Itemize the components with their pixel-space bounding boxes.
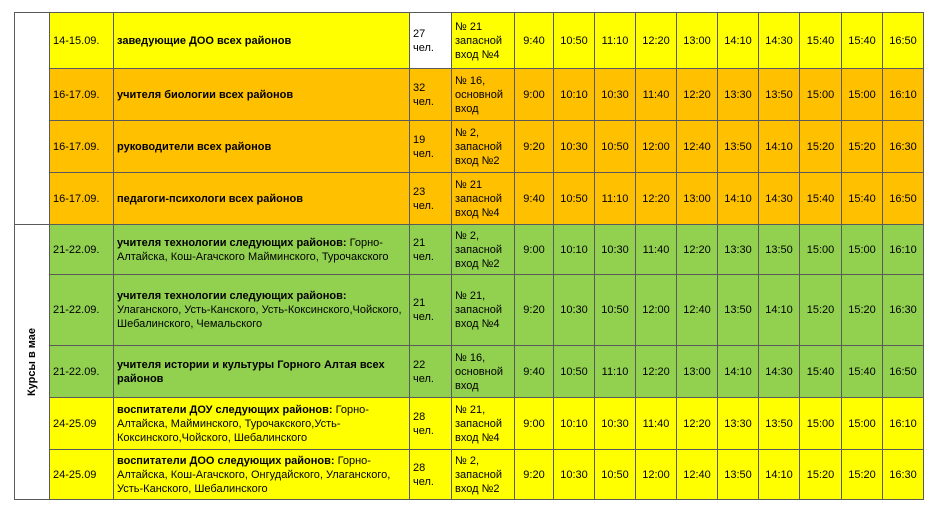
- time-value: 16:30: [889, 140, 917, 153]
- time-value: 13:50: [765, 417, 793, 430]
- time-value: 9:00: [523, 88, 545, 101]
- time-value: 14:10: [724, 365, 752, 378]
- room-room-line3: вход №4: [455, 431, 500, 444]
- count-cell: [410, 121, 452, 173]
- time-value: 10:10: [560, 417, 588, 430]
- time-value: 11:40: [642, 243, 670, 256]
- time-cell: [554, 225, 595, 275]
- table-row: [15, 398, 924, 450]
- audience-cell: [114, 346, 410, 398]
- time-cell: [883, 69, 924, 121]
- count-cell: [410, 225, 452, 275]
- audience-districts: Горно-Алтайска, Кош-Агачского, Онгудайского, Улаганского, Усть-Канского, Шебалинского: [117, 454, 391, 495]
- time-value: 9:20: [523, 468, 545, 481]
- time-cell: [515, 13, 554, 69]
- time-value: 12:20: [683, 243, 711, 256]
- time-cell: [636, 275, 677, 346]
- room-cell: [452, 69, 515, 121]
- room-room-line2: запасной: [455, 140, 503, 153]
- time-cell: [595, 398, 636, 450]
- table-row: [15, 173, 924, 225]
- time-cell: [595, 450, 636, 500]
- time-value: 13:50: [724, 304, 752, 316]
- time-value: 14:10: [765, 140, 793, 153]
- time-cell: [515, 346, 554, 398]
- time-cell: [595, 13, 636, 69]
- time-cell: [636, 121, 677, 173]
- schedule-table: [14, 12, 924, 500]
- time-value: 16:30: [889, 304, 917, 316]
- time-cell: [883, 275, 924, 346]
- time-value: 15:40: [806, 34, 835, 47]
- time-cell: [515, 225, 554, 275]
- time-value: 9:00: [523, 417, 545, 430]
- time-cell: [718, 69, 759, 121]
- room-room-line2: запасной: [455, 417, 503, 430]
- time-value: 12:20: [683, 88, 711, 101]
- time-value: 15:20: [806, 304, 835, 316]
- audience-districts: Горно-Алтайска, Кош-Агачского Майминского, Турочакского: [117, 236, 389, 263]
- time-value: 10:50: [560, 34, 588, 47]
- audience-title: учителя технологии следующих районов:: [117, 290, 347, 302]
- time-value: 10:10: [560, 243, 588, 256]
- time-value: 9:40: [523, 192, 545, 205]
- time-cell: [636, 69, 677, 121]
- time-value: 15:40: [848, 365, 876, 378]
- count-cell: [410, 13, 452, 69]
- time-cell: [515, 398, 554, 450]
- time-cell: [883, 450, 924, 500]
- time-value: 12:20: [642, 192, 670, 205]
- date-text: 16-17.09.: [53, 140, 100, 153]
- audience-cell: [114, 173, 410, 225]
- audience-cell: [114, 398, 410, 450]
- room-room-line2: запасной: [455, 304, 503, 316]
- time-cell: [883, 121, 924, 173]
- time-value: 9:20: [523, 304, 545, 316]
- time-cell: [677, 173, 718, 225]
- room-cell: [452, 346, 515, 398]
- time-value: 9:20: [523, 140, 545, 153]
- count-cell: [410, 275, 452, 346]
- time-cell: [554, 13, 595, 69]
- table-row: [15, 275, 924, 346]
- table-row: [15, 346, 924, 398]
- time-value: 15:40: [848, 34, 876, 47]
- time-value: 16:10: [889, 88, 917, 101]
- time-cell: [595, 173, 636, 225]
- time-cell: [759, 275, 800, 346]
- room-room-line3: вход №2: [455, 482, 500, 495]
- time-cell: [677, 275, 718, 346]
- audience-title: воспитатели ДОУ следующих районов:: [117, 403, 333, 416]
- time-value: 13:00: [683, 34, 711, 47]
- section-label: Курсы в мае: [26, 327, 38, 397]
- time-cell: [515, 121, 554, 173]
- room-room-line3: вход №4: [455, 206, 500, 219]
- time-cell: [636, 173, 677, 225]
- time-cell: [554, 121, 595, 173]
- room-room-line1: № 21,: [455, 403, 486, 416]
- time-cell: [636, 450, 677, 500]
- time-value: 15:00: [806, 88, 835, 101]
- time-cell: [759, 173, 800, 225]
- time-cell: [677, 121, 718, 173]
- time-cell: [554, 69, 595, 121]
- audience-cell: [114, 121, 410, 173]
- time-value: 11:40: [642, 417, 670, 430]
- time-cell: [718, 398, 759, 450]
- date-cell: [50, 450, 114, 500]
- time-cell: [718, 13, 759, 69]
- time-cell: [800, 69, 842, 121]
- time-cell: [842, 69, 883, 121]
- time-value: 10:30: [601, 243, 629, 256]
- date-text: 21-22.09.: [53, 365, 100, 378]
- room-room-line3: вход: [455, 379, 479, 392]
- participant-count: 27 чел.: [413, 27, 434, 54]
- time-value: 12:00: [642, 140, 670, 153]
- time-value: 15:40: [848, 192, 876, 205]
- room-room-line1: № 21: [455, 20, 483, 33]
- room-room-line3: вход: [455, 102, 479, 115]
- time-cell: [677, 13, 718, 69]
- time-cell: [677, 346, 718, 398]
- time-value: 10:50: [560, 365, 588, 378]
- time-cell: [883, 346, 924, 398]
- time-cell: [883, 398, 924, 450]
- time-cell: [554, 275, 595, 346]
- table-row: [15, 69, 924, 121]
- room-room-line2: запасной: [455, 192, 503, 205]
- time-value: 13:30: [724, 88, 752, 101]
- audience-cell: [114, 225, 410, 275]
- room-room-line2: основной: [455, 88, 503, 101]
- date-cell: [50, 121, 114, 173]
- time-value: 16:10: [889, 417, 917, 430]
- time-cell: [883, 225, 924, 275]
- date-text: 21-22.09.: [53, 304, 100, 316]
- time-cell: [677, 225, 718, 275]
- count-cell: [410, 398, 452, 450]
- time-value: 14:10: [765, 304, 793, 316]
- time-cell: [636, 398, 677, 450]
- time-cell: [677, 69, 718, 121]
- time-value: 10:30: [560, 140, 588, 153]
- audience-cell: [114, 69, 410, 121]
- time-value: 10:50: [601, 304, 629, 316]
- time-cell: [677, 398, 718, 450]
- time-value: 12:00: [642, 468, 670, 481]
- room-cell: [452, 450, 515, 500]
- room-cell: [452, 121, 515, 173]
- time-value: 16:50: [889, 365, 917, 378]
- room-room-line2: запасной: [455, 468, 503, 481]
- time-cell: [595, 275, 636, 346]
- time-value: 15:20: [806, 140, 835, 153]
- time-cell: [842, 121, 883, 173]
- time-cell: [554, 346, 595, 398]
- table-row: [15, 121, 924, 173]
- date-cell: [50, 275, 114, 346]
- time-cell: [636, 225, 677, 275]
- time-value: 12:20: [642, 34, 670, 47]
- participant-count: 22 чел.: [413, 358, 434, 385]
- time-value: 12:40: [683, 140, 711, 153]
- time-value: 16:30: [889, 468, 917, 481]
- time-cell: [883, 13, 924, 69]
- room-room-line3: вход №4: [455, 48, 500, 61]
- time-cell: [515, 173, 554, 225]
- time-cell: [759, 13, 800, 69]
- date-text: 16-17.09.: [53, 192, 100, 205]
- time-value: 13:50: [765, 243, 793, 256]
- room-room-line1: № 2,: [455, 454, 480, 467]
- time-cell: [800, 173, 842, 225]
- count-cell: [410, 346, 452, 398]
- time-cell: [800, 121, 842, 173]
- time-cell: [554, 173, 595, 225]
- time-value: 15:00: [848, 88, 876, 101]
- time-cell: [718, 225, 759, 275]
- room-room-line3: вход №2: [455, 257, 500, 270]
- time-cell: [595, 121, 636, 173]
- time-value: 14:30: [765, 365, 793, 378]
- time-cell: [718, 450, 759, 500]
- time-value: 12:40: [683, 304, 711, 316]
- room-room-line2: запасной: [455, 243, 503, 256]
- side-cell-blank: [15, 13, 50, 225]
- time-cell: [759, 121, 800, 173]
- time-cell: [800, 225, 842, 275]
- date-text: 16-17.09.: [53, 88, 100, 101]
- time-value: 11:10: [601, 34, 629, 47]
- time-cell: [759, 450, 800, 500]
- time-value: 13:00: [683, 192, 711, 205]
- time-value: 14:10: [724, 192, 752, 205]
- time-cell: [759, 398, 800, 450]
- time-value: 10:30: [560, 468, 588, 481]
- audience-cell: [114, 13, 410, 69]
- time-cell: [595, 346, 636, 398]
- time-cell: [800, 450, 842, 500]
- time-value: 14:10: [724, 34, 752, 47]
- participant-count: 19 чел.: [413, 133, 434, 160]
- participant-count: 28 чел.: [413, 461, 434, 488]
- time-cell: [554, 450, 595, 500]
- time-value: 15:00: [848, 417, 876, 430]
- time-value: 13:30: [724, 243, 752, 256]
- time-value: 10:30: [601, 417, 629, 430]
- audience-title: педагоги-психологи всех районов: [117, 192, 303, 205]
- room-room-line1: № 21,: [455, 290, 486, 302]
- time-value: 15:40: [806, 365, 835, 378]
- time-value: 11:10: [601, 192, 629, 205]
- time-value: 10:50: [601, 468, 629, 481]
- time-cell: [718, 121, 759, 173]
- time-value: 15:00: [806, 417, 835, 430]
- room-room-line2: запасной: [455, 34, 503, 47]
- table-row: [15, 225, 924, 275]
- time-value: 12:40: [683, 468, 711, 481]
- time-cell: [842, 398, 883, 450]
- time-value: 9:40: [523, 365, 545, 378]
- time-value: 15:40: [806, 192, 835, 205]
- date-text: 24-25.09: [53, 417, 97, 430]
- time-value: 16:10: [889, 243, 917, 256]
- audience-title: учителя технологии следующих районов:: [117, 236, 347, 249]
- room-room-line2: основной: [455, 365, 503, 378]
- time-value: 16:50: [889, 34, 917, 47]
- time-cell: [759, 346, 800, 398]
- time-cell: [677, 450, 718, 500]
- time-cell: [718, 173, 759, 225]
- time-cell: [800, 346, 842, 398]
- time-value: 14:30: [765, 192, 793, 205]
- audience-districts: Горно-Алтайска, Майминского, Турочакского,Усть-Коксинского,Чойского, Шебалинского: [117, 403, 369, 444]
- time-cell: [800, 398, 842, 450]
- time-value: 14:30: [765, 34, 793, 47]
- audience-title: заведующие ДОО всех районов: [117, 34, 292, 47]
- room-cell: [452, 13, 515, 69]
- time-value: 13:50: [765, 88, 793, 101]
- time-cell: [515, 69, 554, 121]
- date-cell: [50, 173, 114, 225]
- time-cell: [842, 346, 883, 398]
- time-cell: [842, 450, 883, 500]
- room-cell: [452, 398, 515, 450]
- time-cell: [636, 346, 677, 398]
- time-cell: [718, 346, 759, 398]
- time-cell: [718, 275, 759, 346]
- room-room-line1: № 16,: [455, 351, 486, 364]
- participant-count: 21 чел.: [413, 236, 434, 263]
- time-value: 13:50: [724, 468, 752, 481]
- time-cell: [842, 13, 883, 69]
- time-value: 9:00: [523, 243, 545, 256]
- room-room-line1: № 2,: [455, 126, 480, 139]
- time-cell: [842, 225, 883, 275]
- time-value: 15:20: [848, 140, 876, 153]
- date-cell: [50, 225, 114, 275]
- participant-count: 23 чел.: [413, 185, 434, 212]
- time-cell: [800, 13, 842, 69]
- room-room-line1: № 16,: [455, 74, 486, 87]
- time-value: 10:50: [601, 140, 629, 153]
- time-value: 14:10: [765, 468, 793, 481]
- audience-districts: Улаганского, Усть-Канского, Усть-Коксинского,Чойского, Шебалинского, Чемальского: [117, 304, 402, 330]
- time-value: 12:00: [642, 304, 670, 316]
- time-value: 10:30: [560, 304, 588, 316]
- time-cell: [515, 450, 554, 500]
- time-value: 15:20: [848, 304, 876, 316]
- time-cell: [842, 275, 883, 346]
- room-cell: [452, 225, 515, 275]
- room-room-line1: № 2,: [455, 229, 480, 242]
- participant-count: 21 чел.: [413, 297, 434, 323]
- section-label-cell: [15, 225, 50, 500]
- time-cell: [800, 275, 842, 346]
- time-value: 9:40: [523, 34, 545, 47]
- table-row: [15, 13, 924, 69]
- audience-cell: [114, 275, 410, 346]
- table-row: [15, 450, 924, 500]
- time-value: 11:40: [642, 88, 670, 101]
- audience-title: учителя истории и культуры Горного Алтая всех районов: [117, 358, 385, 385]
- time-value: 12:20: [683, 417, 711, 430]
- time-cell: [554, 398, 595, 450]
- time-cell: [636, 13, 677, 69]
- date-cell: [50, 13, 114, 69]
- room-cell: [452, 173, 515, 225]
- room-cell: [452, 275, 515, 346]
- time-cell: [515, 275, 554, 346]
- time-value: 12:20: [642, 365, 670, 378]
- audience-title: учителя биологии всех районов: [117, 88, 294, 101]
- time-value: 15:20: [806, 468, 835, 481]
- time-cell: [595, 225, 636, 275]
- count-cell: [410, 69, 452, 121]
- date-cell: [50, 346, 114, 398]
- time-cell: [759, 69, 800, 121]
- date-text: 21-22.09.: [53, 243, 100, 256]
- time-cell: [759, 225, 800, 275]
- room-room-line3: вход №2: [455, 154, 500, 167]
- participant-count: 32 чел.: [413, 81, 434, 108]
- time-cell: [842, 173, 883, 225]
- time-value: 15:00: [806, 243, 835, 256]
- time-value: 10:10: [560, 88, 588, 101]
- time-value: 16:50: [889, 192, 917, 205]
- time-cell: [595, 69, 636, 121]
- date-text: 24-25.09: [53, 468, 97, 481]
- date-text: 14-15.09.: [53, 34, 100, 47]
- participant-count: 28 чел.: [413, 410, 434, 437]
- count-cell: [410, 450, 452, 500]
- time-value: 15:00: [848, 243, 876, 256]
- room-room-line1: № 21: [455, 178, 483, 191]
- time-value: 11:10: [601, 365, 629, 378]
- date-cell: [50, 398, 114, 450]
- time-value: 13:30: [724, 417, 752, 430]
- time-value: 10:30: [601, 88, 629, 101]
- audience-title: руководители всех районов: [117, 140, 272, 153]
- date-cell: [50, 69, 114, 121]
- time-cell: [883, 173, 924, 225]
- audience-title: воспитатели ДОО следующих районов:: [117, 454, 335, 467]
- time-value: 15:20: [848, 468, 876, 481]
- audience-cell: [114, 450, 410, 500]
- room-room-line3: вход №4: [455, 318, 500, 330]
- count-cell: [410, 173, 452, 225]
- time-value: 13:50: [724, 140, 752, 153]
- time-value: 13:00: [683, 365, 711, 378]
- time-value: 10:50: [560, 192, 588, 205]
